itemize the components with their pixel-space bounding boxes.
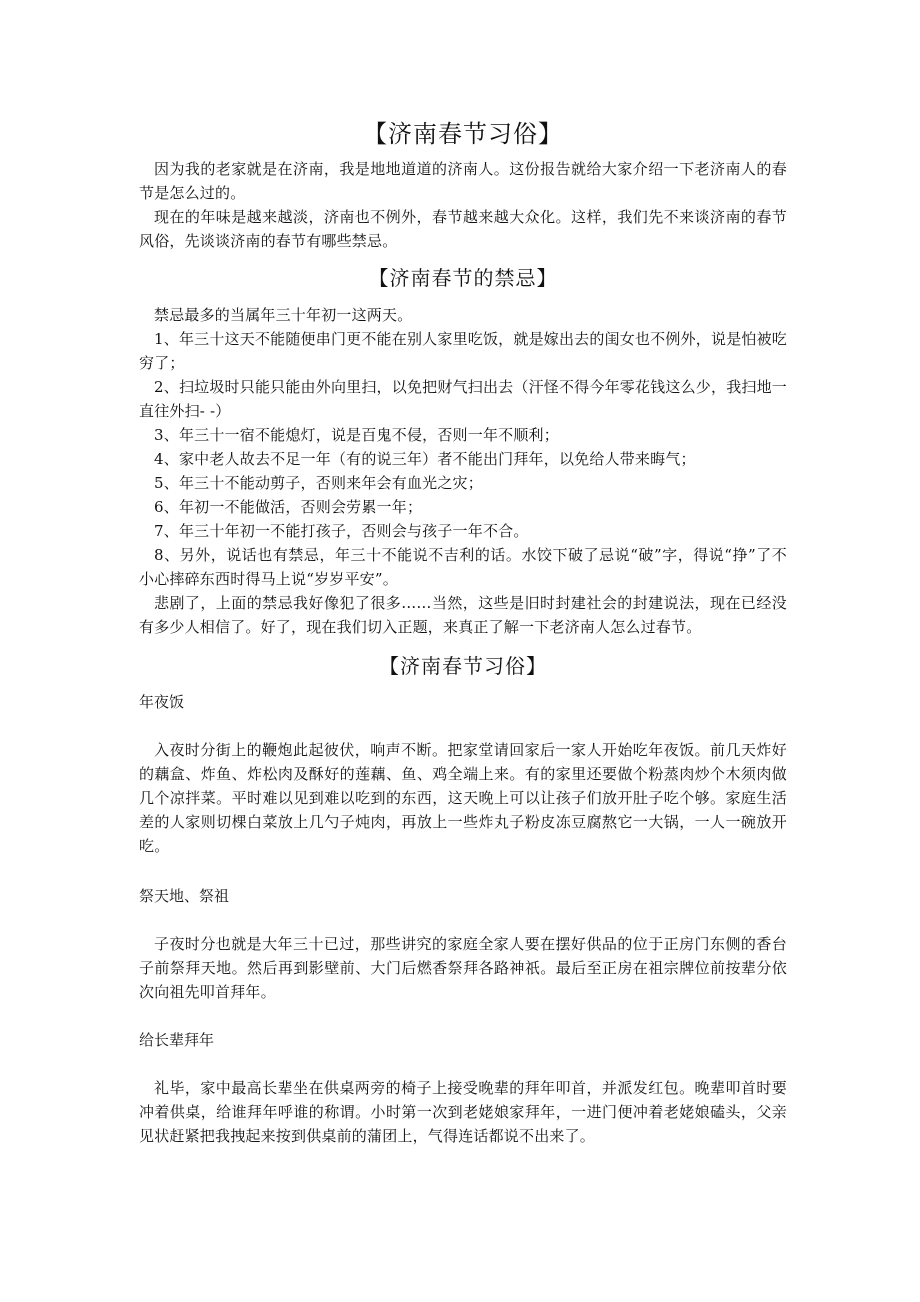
section-title-new-year-dinner: 年夜饭 [139, 693, 185, 711]
section-body-greeting-elders: 礼毕，家中最高长辈坐在供桌两旁的椅子上接受晚辈的拜年叩首，并派发红包。晚辈叩首时要冲着供桌，给谁拜年呼谁的称谓。小时第一次到老姥娘家拜年，一进门便冲着老姥娘磕头，父亲见状赶紧把我拽起来按到供桌前的蒲团上，气得连话都说不出来了。 [139, 1079, 787, 1145]
taboo-item-2: 2、扫垃圾时只能只能由外向里扫，以免把财气扫出去（汗怪不得今年零花钱这么少，我扫地一直往外扫- -） [139, 378, 787, 420]
intro-paragraph-2: 现在的年味是越来越淡，济南也不例外，春节越来越大众化。这样，我们先不来谈济南的春节风俗，先谈谈济南的春节有哪些禁忌。 [139, 208, 787, 250]
section-body-new-year-dinner: 入夜时分街上的鞭炮此起彼伏，响声不断。把家堂请回家后一家人开始吃年夜饭。前几天炸好的藕盒、炸鱼、炸松肉及酥好的莲藕、鱼、鸡全端上来。有的家里还要做个粉蒸肉炒个木须肉做几个凉拌菜。平时难以见到难以吃到的东西，这天晚上可以让孩子们放开肚子吃个够。家庭生活差的人家则切棵白菜放上几勺子炖肉，再放上一些炸丸子粉皮冻豆腐熬它一大锅，一人一碗放开吃。 [139, 741, 787, 855]
taboo-item-3: 3、年三十一宿不能熄灯，说是百鬼不侵，否则一年不顺利； [154, 426, 559, 444]
taboos-lead: 禁忌最多的当属年三十年初一这两天。 [154, 306, 413, 324]
intro-paragraph-1: 因为我的老家就是在济南，我是地地道道的济南人。这份报告就给大家介绍一下老济南人的春节是怎么过的。 [139, 160, 787, 202]
section-title-worship: 祭天地、祭祖 [139, 887, 230, 905]
taboo-item-7: 7、年三十年初一不能打孩子，否则会与孩子一年不合。 [154, 522, 529, 540]
taboo-item-1: 1、年三十这天不能随便串门更不能在别人家里吃饭，就是嫁出去的闺女也不例外，说是怕被吃穷了； [139, 330, 787, 372]
customs-heading: 【济南春节习俗】 [379, 654, 547, 678]
taboos-heading: 【济南春节的禁忌】 [368, 266, 558, 290]
page-title: 【济南春节习俗】 [363, 120, 563, 148]
taboos-closing: 悲剧了，上面的禁忌我好像犯了很多……当然，这些是旧时封建社会的封建说法，现在已经没有多少人相信了。好了，现在我们切入正题，来真正了解一下老济南人怎么过春节。 [139, 594, 787, 636]
taboo-item-5: 5、年三十不能动剪子，否则来年会有血光之灾； [154, 474, 483, 492]
taboo-item-8: 8、另外，说话也有禁忌，年三十不能说不吉利的话。水饺下破了忌说“破”字，得说“挣”了不小心摔碎东西时得马上说“岁岁平安”。 [139, 546, 787, 588]
taboo-item-4: 4、家中老人故去不足一年（有的说三年）者不能出门拜年，以免给人带来晦气； [154, 450, 696, 468]
section-title-greeting-elders: 给长辈拜年 [139, 1031, 215, 1049]
taboo-item-6: 6、年初一不能做活，否则会劳累一年； [154, 498, 423, 516]
section-body-worship: 子夜时分也就是大年三十已过，那些讲究的家庭全家人要在摆好供品的位于正房门东侧的香台子前祭拜天地。然后再到影壁前、大门后燃香祭拜各路神祇。最后至正房在祖宗牌位前按辈分依次向祖先叩首拜年。 [139, 935, 787, 1001]
